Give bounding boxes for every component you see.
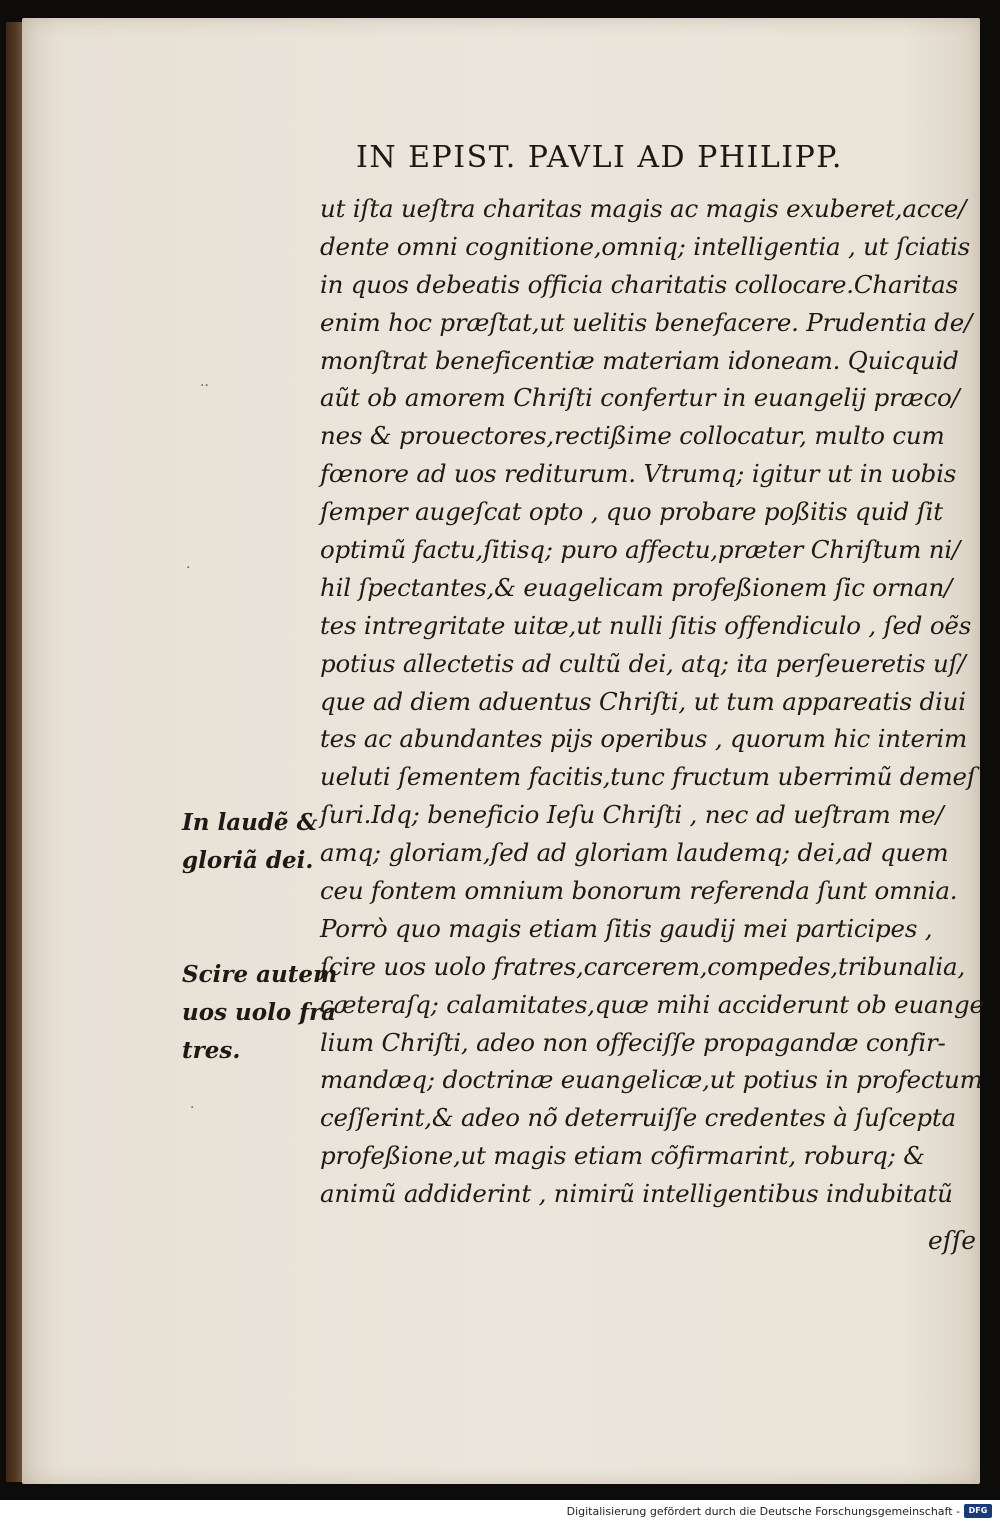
text-line: nes & prouectores,rectißime collocatur, multo cum xyxy=(320,421,945,451)
text-line: in quos debeatis officia charitatis collocare.Charitas xyxy=(320,269,958,299)
text-line: monſtrat beneficentiæ materiam idoneam. Quicquid xyxy=(320,345,959,375)
text-line: tes intregritate uitæ,ut nulli ſitis offendiculo , ſed oẽs xyxy=(320,610,972,640)
marginal-note-line: tres. xyxy=(182,1037,241,1064)
marginal-note xyxy=(182,804,322,880)
text-line: amq; gloriam,ſed ad gloriam laudemq; dei,ad quem xyxy=(320,838,949,868)
text-line: dente omni cognitione,omniq; intelligentia , ut ſciatis xyxy=(320,231,971,261)
text-line: ut iſta ueſtra charitas magis ac magis exuberet,acce/ xyxy=(320,194,967,223)
text-line: fœnore ad uos rediturum. Vtrumq; igitur ut in uobis xyxy=(320,459,957,489)
text-line: lium Chriſti, adeo non offeciſſe propagandæ confir- xyxy=(320,1027,946,1057)
body-text xyxy=(320,190,984,1213)
footer-credit: Digitalisierung gefördert durch die Deutsche Forschungsgemeinschaft - xyxy=(566,1505,960,1518)
text-line: aũt ob amorem Chriſti confertur in euangelij præco/ xyxy=(320,383,960,413)
text-line: ſemper augeſcat opto , quo probare poßitis quid ſit xyxy=(320,497,943,527)
text-line: animũ addiderint , nimirũ intelligentibus indubitatũ xyxy=(320,1179,953,1209)
text-line: mandæq; doctrinæ euangelicæ,ut potius in profectum xyxy=(320,1065,983,1095)
stray-mark: ·· xyxy=(200,378,209,394)
text-line: optimũ factu,ſitisq; puro affectu,præter Chriſtum ni/ xyxy=(320,535,961,565)
stray-mark: · xyxy=(190,1100,195,1116)
marginal-note-line: Scire autem xyxy=(182,961,338,988)
text-line: ſcire uos uolo fratres,carcerem,compedes,tribunalia, xyxy=(320,951,966,981)
text-line: profeßione,ut magis etiam cõfirmarint, roburq; & xyxy=(320,1141,925,1171)
text-line: potius allectetis ad cultũ dei, atq; ita perſeueretis uſ/ xyxy=(320,648,966,678)
text-line: tes ac abundantes pijs operibus , quorum hic interim xyxy=(320,724,967,754)
text-line: ceſſerint,& adeo nõ deterruiſſe credentes à ſuſcepta xyxy=(320,1103,956,1133)
footer-bar xyxy=(0,1500,1000,1524)
text-line: enim hoc præſtat,ut uelitis benefacere. Prudentia de/ xyxy=(320,307,973,337)
marginal-note-line: In laudẽ & xyxy=(182,809,318,836)
dfg-logo: DFG xyxy=(964,1504,992,1518)
marginal-note-line: uos uolo fra xyxy=(182,999,337,1026)
stray-mark: · xyxy=(186,560,191,576)
text-line: Porrò quo magis etiam ſitis gaudij mei participes , xyxy=(320,913,933,943)
text-line: hil ſpectantes,& euagelicam profeßionem ſic ornan/ xyxy=(320,572,953,602)
marginal-note xyxy=(182,956,338,1070)
text-line: que ad diem aduentus Chriſti, ut tum appareatis diui xyxy=(320,686,966,716)
marginal-note-line: gloriã dei. xyxy=(182,847,314,874)
text-line: ueluti ſementem facitis,tunc fructum uberrimũ demeſ xyxy=(320,762,976,792)
text-line: cæteraſq; calamitates,quæ mihi acciderunt ob euange xyxy=(320,989,984,1019)
catchword: eſſe xyxy=(928,1226,977,1255)
running-head: IN EPIST. PAVLI AD PHILIPP. xyxy=(356,140,843,175)
text-line: ſuri.Idq; beneficio Ieſu Chriſti , nec ad ueſtram me/ xyxy=(320,800,944,830)
text-line: ceu fontem omnium bonorum referenda ſunt omnia. xyxy=(320,876,958,906)
